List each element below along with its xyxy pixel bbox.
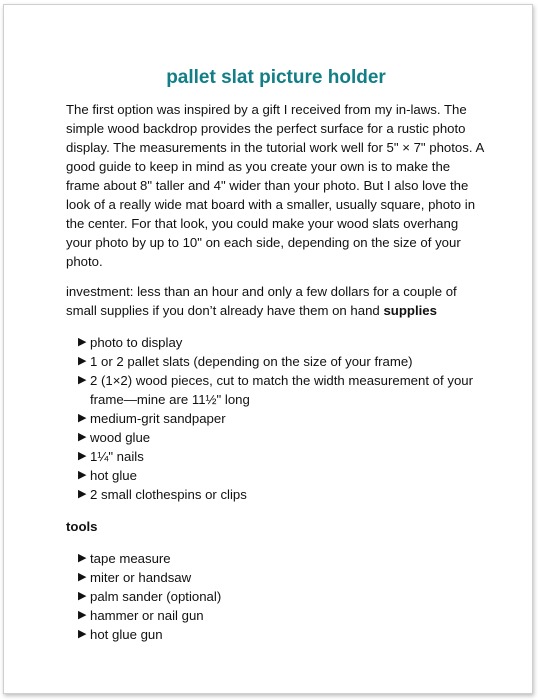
investment-text: investment: less than an hour and only a few dollars for a couple of small supplies if you don’t already have them on hand [66,284,457,318]
list-item [78,371,486,409]
list-item-label: photo to display [90,335,183,350]
investment-paragraph [66,282,486,320]
list-item-label: hot glue [90,468,137,483]
supplies-list [66,333,486,504]
page-title: pallet slat picture holder [166,67,386,88]
list-item [78,587,486,606]
bullet-icon: ▶ [78,412,87,424]
bullet-icon: ▶ [78,571,87,583]
list-item-label: palm sander (optional) [90,589,222,604]
list-item-label: medium-grit sandpaper [90,411,226,426]
list-item [78,606,486,625]
list-item [78,549,486,568]
intro-paragraph: The first option was inspired by a gift I received from my in-laws. The simple wood backdrop provides the perfect surface for a rustic photo display. The measurements in the tutorial work well for 5" × 7" photos. A good guide to keep in mind as you create your own is to make the frame about 8" taller and 4" wider than your photo. But I also love the look of a really wide mat board with a smaller, usually square, photo in the center. For that look, you could make your wood slats overhang your photo by up to 10" on each side, depending on the size of your photo. [66,102,484,269]
page-content [66,66,486,644]
list-item-label: 1¼" nails [90,449,144,464]
list-item [78,352,486,371]
tools-list [66,549,486,644]
list-item-label: tape measure [90,551,171,566]
list-item-label: 2 (1×2) wood pieces, cut to match the width measurement of your frame—mine are 11½" long [90,373,473,407]
document-page [3,4,533,694]
list-item [78,568,486,587]
bullet-icon: ▶ [78,336,87,348]
list-item-label: hammer or nail gun [90,608,204,623]
list-item [78,428,486,447]
list-item-label: 1 or 2 pallet slats (depending on the size of your frame) [90,354,413,369]
list-item-label: 2 small clothespins or clips [90,487,247,502]
tools-heading: tools [66,519,98,534]
bullet-icon: ▶ [78,431,87,443]
list-item [78,333,486,352]
bullet-icon: ▶ [78,488,87,500]
list-item [78,409,486,428]
list-item-label: miter or handsaw [90,570,192,585]
bullet-icon: ▶ [78,355,87,367]
bullet-icon: ▶ [78,469,87,481]
bullet-icon: ▶ [78,552,87,564]
bullet-icon: ▶ [78,590,87,602]
bullet-icon: ▶ [78,450,87,462]
list-item [78,625,486,644]
list-item-label: wood glue [90,430,151,445]
bullet-icon: ▶ [78,609,87,621]
list-item [78,466,486,485]
list-item-label: hot glue gun [90,627,163,642]
list-item [78,447,486,466]
supplies-heading: supplies [383,303,437,318]
bullet-icon: ▶ [78,628,87,640]
list-item [78,485,486,504]
bullet-icon: ▶ [78,374,87,386]
